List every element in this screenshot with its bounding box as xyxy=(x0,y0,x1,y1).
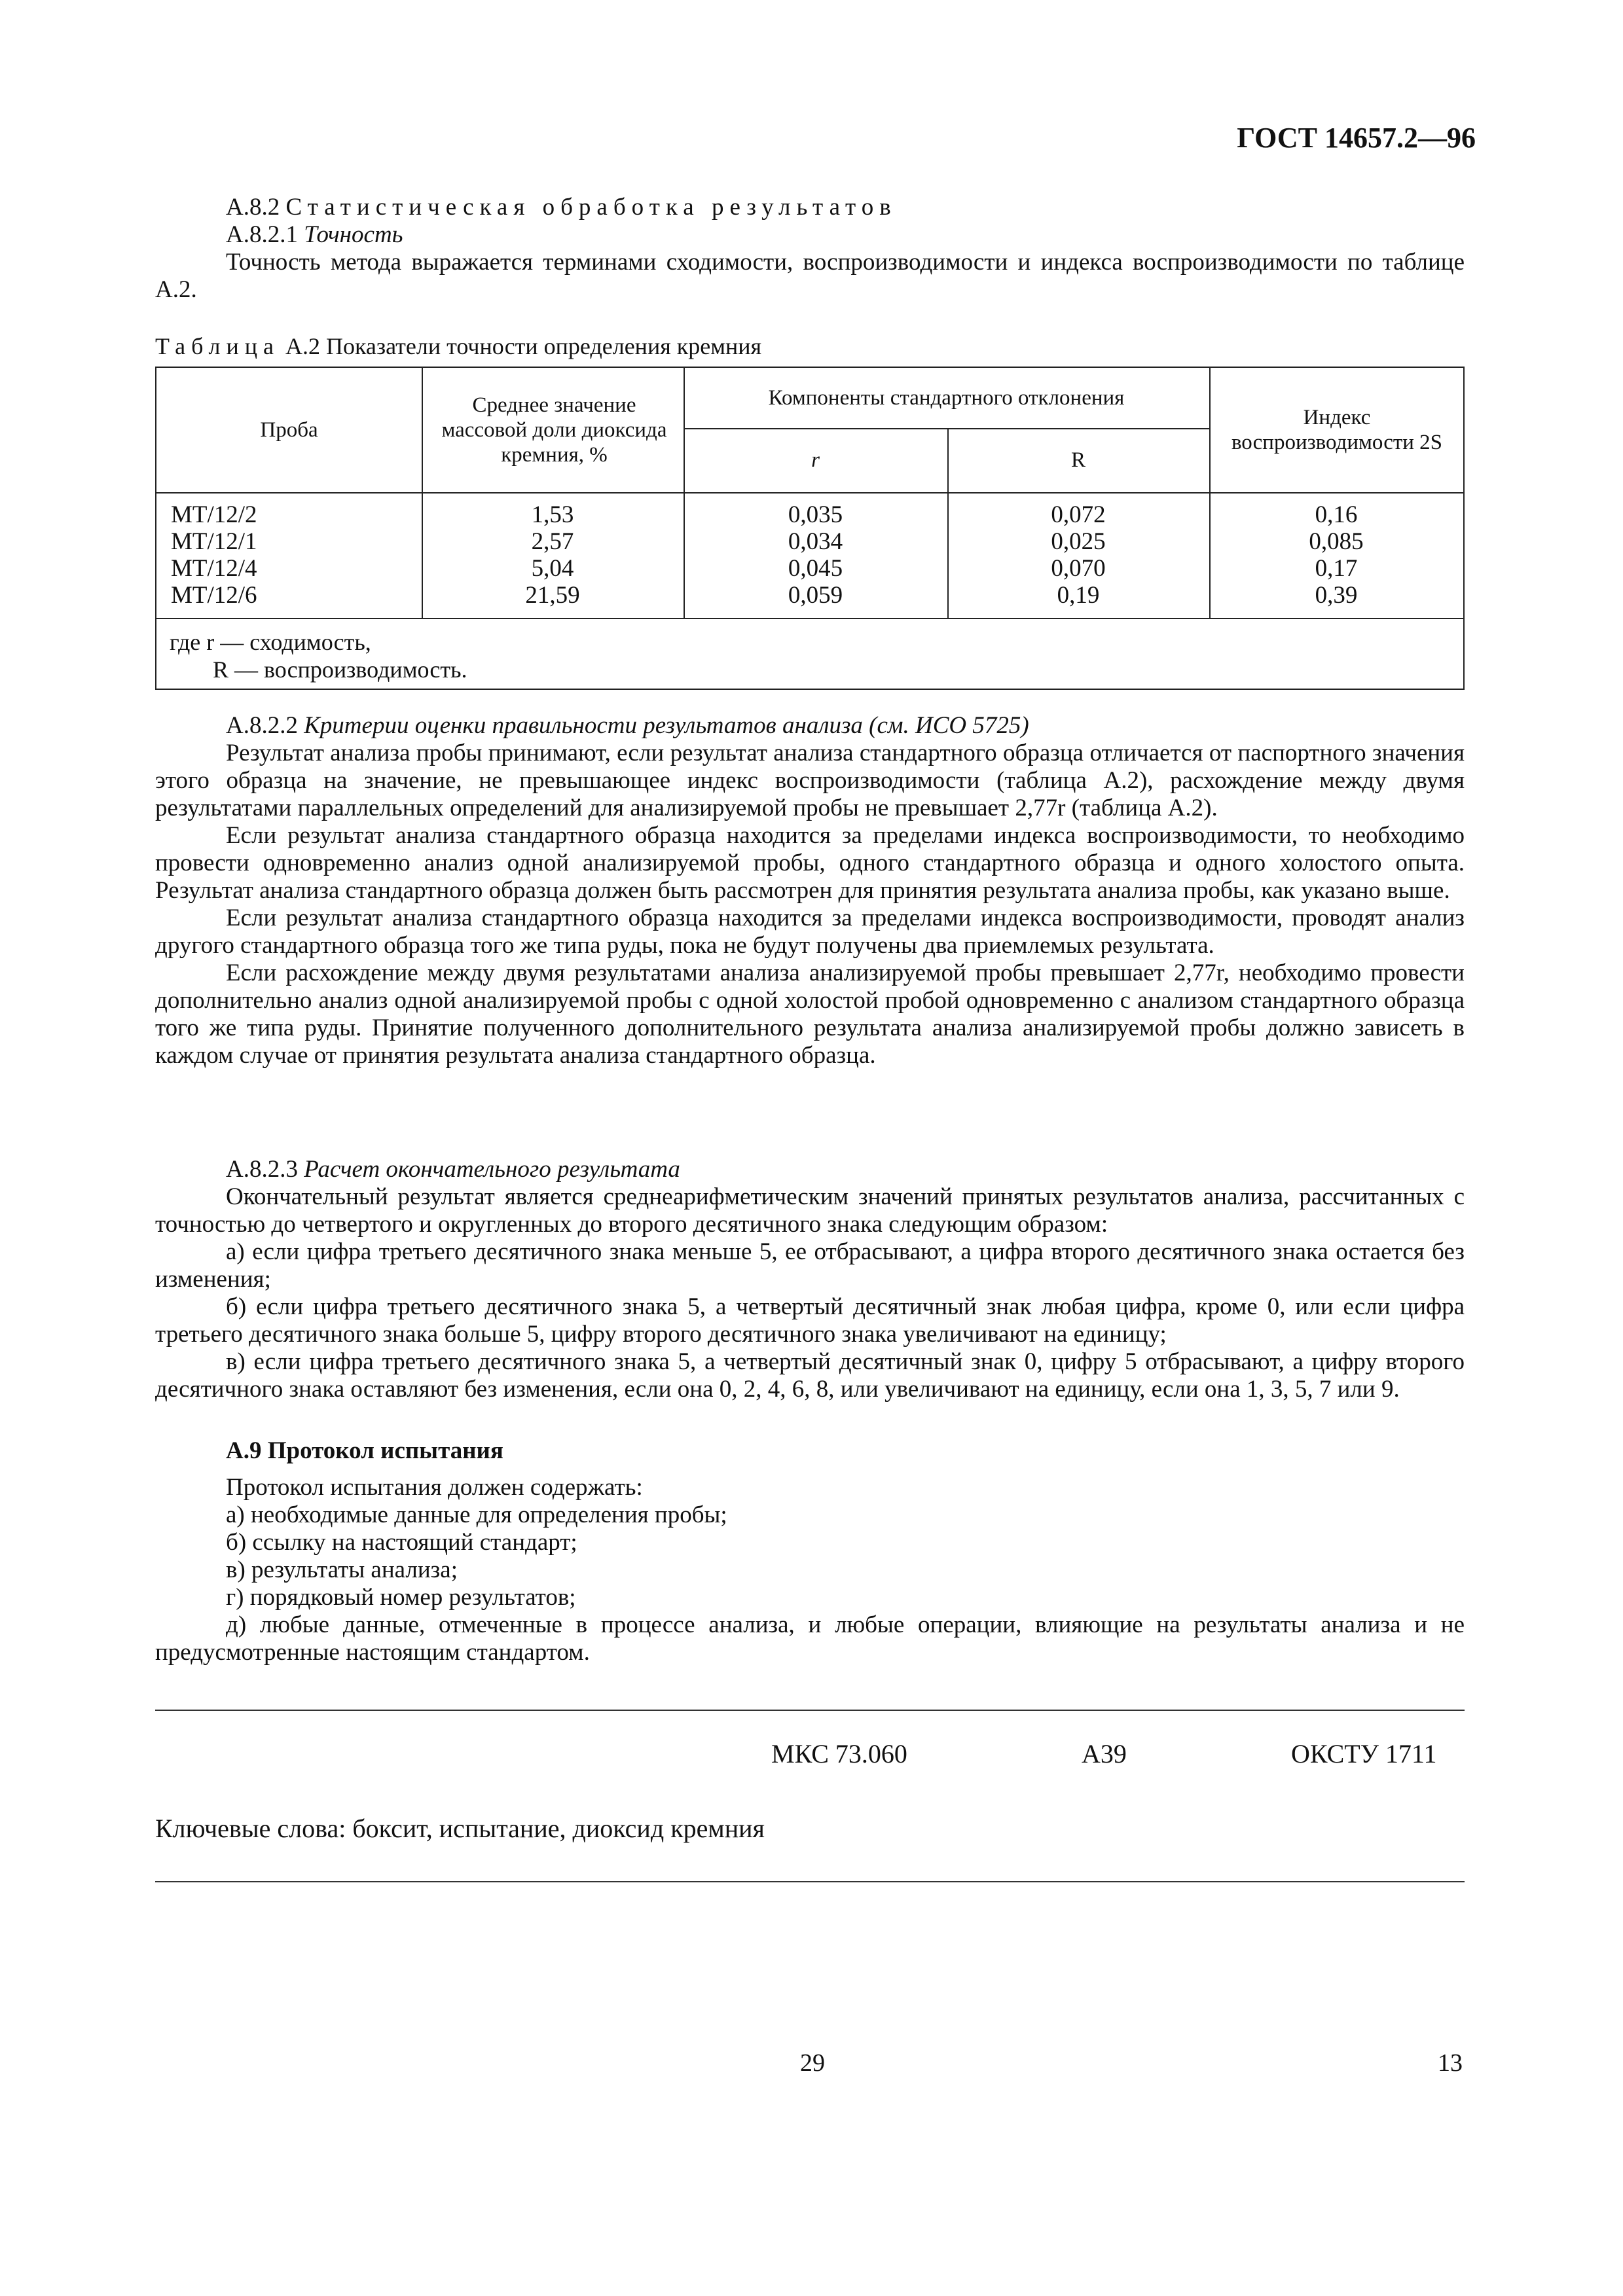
column-r xyxy=(684,501,947,609)
table-cell: 0,035 xyxy=(788,501,843,528)
header-mean: Среднее значение массовой доли диоксида кремния, % xyxy=(441,393,667,467)
table-note-line: где r — сходимость, xyxy=(170,629,371,655)
table-cell: 0,16 xyxy=(1315,501,1358,528)
column-sample xyxy=(171,501,413,609)
table-cell: МТ/12/2 xyxy=(171,501,257,528)
header-components: Компоненты стандартного отклонения xyxy=(768,386,1125,410)
subsection-number: А.8.2.1 xyxy=(226,221,298,248)
table-cell: 0,39 xyxy=(1315,582,1358,609)
list-item: в) если цифра третьего десятичного знака 5, а четвертый десятичный знак 0, цифру 5 отбрасывают, а цифру второго десятичного знака оставляют без изменения, если она 0, 2, 4, 6, 8, или увеличивают на единицу, если она 1, 3, 5, 7 или 9. xyxy=(155,1348,1465,1403)
paragraph: Окончательный результат является среднеарифметическим значений принятых результатов анализа, рассчитанных с точностью до четвертого и округленных до второго десятичного знака следующим образом: xyxy=(155,1183,1465,1238)
table-caption xyxy=(155,332,1465,360)
table-caption-text: А.2 Показатели точности определения кремния xyxy=(285,333,762,359)
list-item: г) порядковый номер результатов; xyxy=(226,1584,576,1611)
table-note-line: R — воспроизводимость. xyxy=(213,656,467,683)
header-sample: Проба xyxy=(260,418,318,442)
table-note xyxy=(170,628,467,683)
mks-code: МКС 73.060 xyxy=(771,1739,907,1768)
keywords: Ключевые слова: боксит, испытание, диоксид кремния xyxy=(155,1814,765,1843)
paragraph: Протокол испытания должен содержать: xyxy=(226,1474,643,1501)
section-title: А.9 Протокол испытания xyxy=(226,1437,503,1464)
paragraph: Результат анализа пробы принимают, если результат анализа стандартного образца отличается от паспортного значения этого образца на значение, не превышающее индекс воспроизводимости (таблица А.2), расхождение между двумя результатами параллельных определений для анализируемой пробы не превышает 2,77r (таблица А.2). xyxy=(155,740,1465,821)
section-a82 xyxy=(155,194,1465,304)
subsection-title: Расчет окончательного результата xyxy=(304,1156,680,1183)
table-cell: 0,034 xyxy=(788,528,843,555)
table-cell: МТ/12/1 xyxy=(171,528,257,555)
table-cell: 0,059 xyxy=(788,582,843,609)
column-R xyxy=(947,501,1209,609)
subsection-title: Точность xyxy=(304,221,403,248)
document-id: ГОСТ 14657.2—96 xyxy=(1237,122,1476,154)
list-item: в) результаты анализа; xyxy=(226,1556,458,1583)
table-cell: 1,53 xyxy=(531,501,574,528)
subsection-number: А.8.2.2 xyxy=(226,712,298,739)
list-item: а) необходимые данные для определения пробы; xyxy=(226,1501,727,1528)
subsection-number: А.8.2.3 xyxy=(226,1156,298,1183)
paragraph: Если результат анализа стандартного образца находится за пределами индекса воспроизводимости, проводят анализ другого стандартного образца того же типа руды, пока не будут получены два приемлемых результата. xyxy=(155,905,1465,959)
table-cell: 0,070 xyxy=(1051,555,1106,582)
table-cell: 5,04 xyxy=(531,555,574,582)
header-R: R xyxy=(1070,448,1085,472)
paragraph: Если расхождение между двумя результатами анализа анализируемой пробы превышает 2,77r, необходимо провести дополнительно анализ одной анализируемой пробы с одной холостой пробой одновременно с анализом стандартного образца того же типа руды. Принятие полученного дополнительного результата анализа анализируемой пробы должно зависеть в каждом случае от принятия результата анализа стандартного образца. xyxy=(155,960,1465,1069)
section-a823 xyxy=(155,1156,1465,1403)
paragraph: Точность метода выражается терминами сходимости, воспроизводимости и индекса воспроизводимости по таблице А.2. xyxy=(155,249,1465,303)
table-cell: 0,19 xyxy=(1057,582,1100,609)
table-cell: 0,17 xyxy=(1315,555,1358,582)
table-cell: 2,57 xyxy=(531,528,574,555)
subsection-title: Критерии оценки правильности результатов анализа (см. ИСО 5725) xyxy=(304,712,1029,739)
section-a822 xyxy=(155,712,1465,1069)
table-cell: МТ/12/4 xyxy=(171,555,257,582)
paragraph: Если результат анализа стандартного образца находится за пределами индекса воспроизводимости, то необходимо провести одновременно анализ одной анализируемой пробы, одного стандартного образца и одного холостого опыта. Результат анализа стандартного образца должен быть рассмотрен для принятия результата анализа пробы, как указано выше. xyxy=(155,822,1465,904)
table-cell: 0,045 xyxy=(788,555,843,582)
section-a9 xyxy=(155,1437,1465,1666)
page-number-left: 29 xyxy=(800,2049,825,2077)
header-r: r xyxy=(811,448,820,472)
precision-table xyxy=(155,367,1465,690)
column-index xyxy=(1209,501,1463,609)
column-mean xyxy=(422,501,684,609)
divider xyxy=(155,1710,1465,1711)
okstu-code: ОКСТУ 1711 xyxy=(1291,1739,1437,1768)
divider xyxy=(155,1881,1465,1882)
table-cell: 21,59 xyxy=(525,582,580,609)
header-index: Индекс воспроизводимости 2S xyxy=(1231,406,1443,454)
list-item: б) ссылку на настоящий стандарт; xyxy=(226,1529,577,1556)
table-cell: 0,025 xyxy=(1051,528,1106,555)
table-cell: 0,085 xyxy=(1309,528,1364,555)
section-title: Статистическая обработка результатов xyxy=(285,194,897,221)
classification-code: А39 xyxy=(1082,1739,1127,1768)
table-cell: 0,072 xyxy=(1051,501,1106,528)
list-item: б) если цифра третьего десятичного знака 5, а четвертый десятичный знак любая цифра, кроме 0, или если цифра третьего десятичного знака больше 5, цифру второго десятичного знака увеличивают на единицу; xyxy=(155,1293,1465,1348)
table-cell: МТ/12/6 xyxy=(171,582,257,609)
section-number: А.8.2 xyxy=(226,194,280,221)
list-item: а) если цифра третьего десятичного знака меньше 5, ее отбрасывают, а цифра второго десятичного знака остается без изменения; xyxy=(155,1238,1465,1293)
list-item: д) любые данные, отмеченные в процессе анализа, и любые операции, влияющие на результаты анализа и не предусмотренные настоящим стандартом. xyxy=(155,1611,1465,1666)
table-caption-label: Таблица xyxy=(155,333,280,359)
page-number-right: 13 xyxy=(1438,2049,1463,2077)
